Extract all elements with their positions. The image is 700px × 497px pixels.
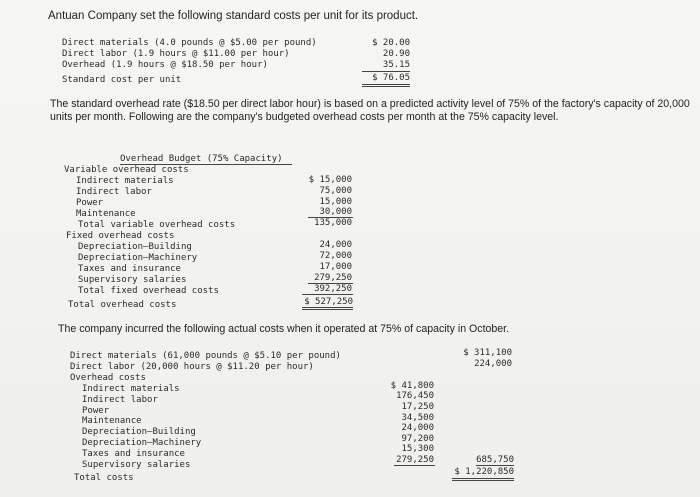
budget-total-rule-1 xyxy=(302,307,353,308)
overhead-item-label: Depreciation—Machinery xyxy=(82,438,202,448)
actual-dm-value: $ 311,100 xyxy=(463,348,512,358)
variable-item-label: Maintenance xyxy=(76,209,136,219)
variable-item-label: Indirect materials xyxy=(76,176,174,186)
variable-item-value: 30,000 xyxy=(319,207,352,217)
overhead-item-value: 279,250 xyxy=(396,455,434,465)
overhead-item-value: 176,450 xyxy=(396,391,434,401)
std-row-label: Overhead (1.9 hours @ $18.50 per hour) xyxy=(62,60,268,70)
fixed-header: Fixed overhead costs xyxy=(66,231,175,241)
std-row-value: 20.90 xyxy=(382,49,410,59)
actual-total-value: $ 1,220,850 xyxy=(454,467,514,477)
fixed-item-value: 72,000 xyxy=(319,251,352,261)
intro-text: Antuan Company set the following standard costs per unit for its product. xyxy=(48,10,419,22)
std-total-rule-1 xyxy=(362,84,410,85)
overhead-item-value: 24,000 xyxy=(401,423,434,433)
overhead-item-value: 34,500 xyxy=(401,413,434,423)
variable-item-value: 75,000 xyxy=(319,186,352,196)
std-total-value: $ 76.05 xyxy=(372,73,410,83)
overhead-item-label: Supervisory salaries xyxy=(82,460,191,470)
overhead-item-value: 97,200 xyxy=(401,434,434,444)
variable-header: Variable overhead costs xyxy=(64,165,189,175)
overhead-rate-paragraph: The standard overhead rate ($18.50 per direct labor hour) is based on a predicted activity level of 75% of the factory's capacity of 20,000 units per month. Following are the company's budgeted overhead costs per month at the 75% capacity level. xyxy=(50,98,690,123)
actual-intro-text: The company incurred the following actual costs when it operated at 75% of capacity in October. xyxy=(58,323,510,335)
overhead-item-label: Maintenance xyxy=(82,416,142,426)
actual-total-rule-2 xyxy=(452,480,514,481)
overhead-header: Overhead costs xyxy=(70,373,146,383)
std-subtotal-rule xyxy=(362,71,410,72)
actual-dl-value: 224,000 xyxy=(474,359,512,369)
overhead-item-value: 17,250 xyxy=(401,402,434,412)
budget-total-label: Total overhead costs xyxy=(68,300,177,310)
fixed-item-label: Supervisory salaries xyxy=(78,275,187,285)
std-row-label: Direct materials (4.0 pounds @ $5.00 per pound) xyxy=(62,38,317,48)
budget-total-value: $ 527,250 xyxy=(304,297,353,307)
std-total-rule-2 xyxy=(362,86,410,87)
overhead-total-value: 685,750 xyxy=(476,455,514,465)
fixed-item-value: 24,000 xyxy=(319,240,352,250)
fixed-item-value: 279,250 xyxy=(314,273,352,283)
fixed-total-value: 392,250 xyxy=(314,284,352,294)
std-row-value: 35.15 xyxy=(382,60,410,70)
fixed-item-label: Taxes and insurance xyxy=(78,264,181,274)
actual-total-rule-1 xyxy=(452,478,514,479)
variable-item-value: 15,000 xyxy=(319,197,352,207)
budget-title: Overhead Budget (75% Capacity) xyxy=(120,154,283,164)
overhead-item-label: Indirect materials xyxy=(82,384,180,394)
overhead-item-label: Depreciation—Building xyxy=(82,427,196,437)
std-row-label: Direct labor (1.9 hours @ $11.00 per hour) xyxy=(62,49,290,59)
actual-total-label: Total costs xyxy=(74,473,134,483)
fixed-item-value: 17,000 xyxy=(319,262,352,272)
overhead-item-label: Indirect labor xyxy=(82,395,158,405)
variable-item-value: $ 15,000 xyxy=(308,175,352,185)
overhead-item-value: 15,300 xyxy=(401,444,434,454)
variable-total-label: Total variable overhead costs xyxy=(78,220,236,230)
overhead-total-rule xyxy=(476,465,514,466)
fixed-item-label: Depreciation—Machinery xyxy=(78,253,198,263)
overhead-item-value: $ 41,800 xyxy=(390,381,434,391)
actual-dl-label: Direct labor (20,000 hours @ $11.20 per hour) xyxy=(70,362,314,372)
actual-dm-label: Direct materials (61,000 pounds @ $5.10 per pound) xyxy=(70,351,341,361)
variable-total-value: 135,000 xyxy=(314,218,352,228)
fixed-total-label: Total fixed overhead costs xyxy=(78,286,219,296)
std-total-label: Standard cost per unit xyxy=(62,75,182,85)
fixed-item-label: Depreciation—Building xyxy=(78,242,192,252)
overhead-items-rule xyxy=(394,465,435,466)
budget-total-rule-2 xyxy=(302,309,353,310)
fixed-total-rule xyxy=(302,294,353,295)
variable-item-label: Power xyxy=(76,198,104,208)
overhead-item-label: Power xyxy=(82,406,110,416)
variable-item-label: Indirect labor xyxy=(76,187,152,197)
std-row-value: $ 20.00 xyxy=(372,38,410,48)
overhead-item-label: Taxes and insurance xyxy=(82,449,185,459)
